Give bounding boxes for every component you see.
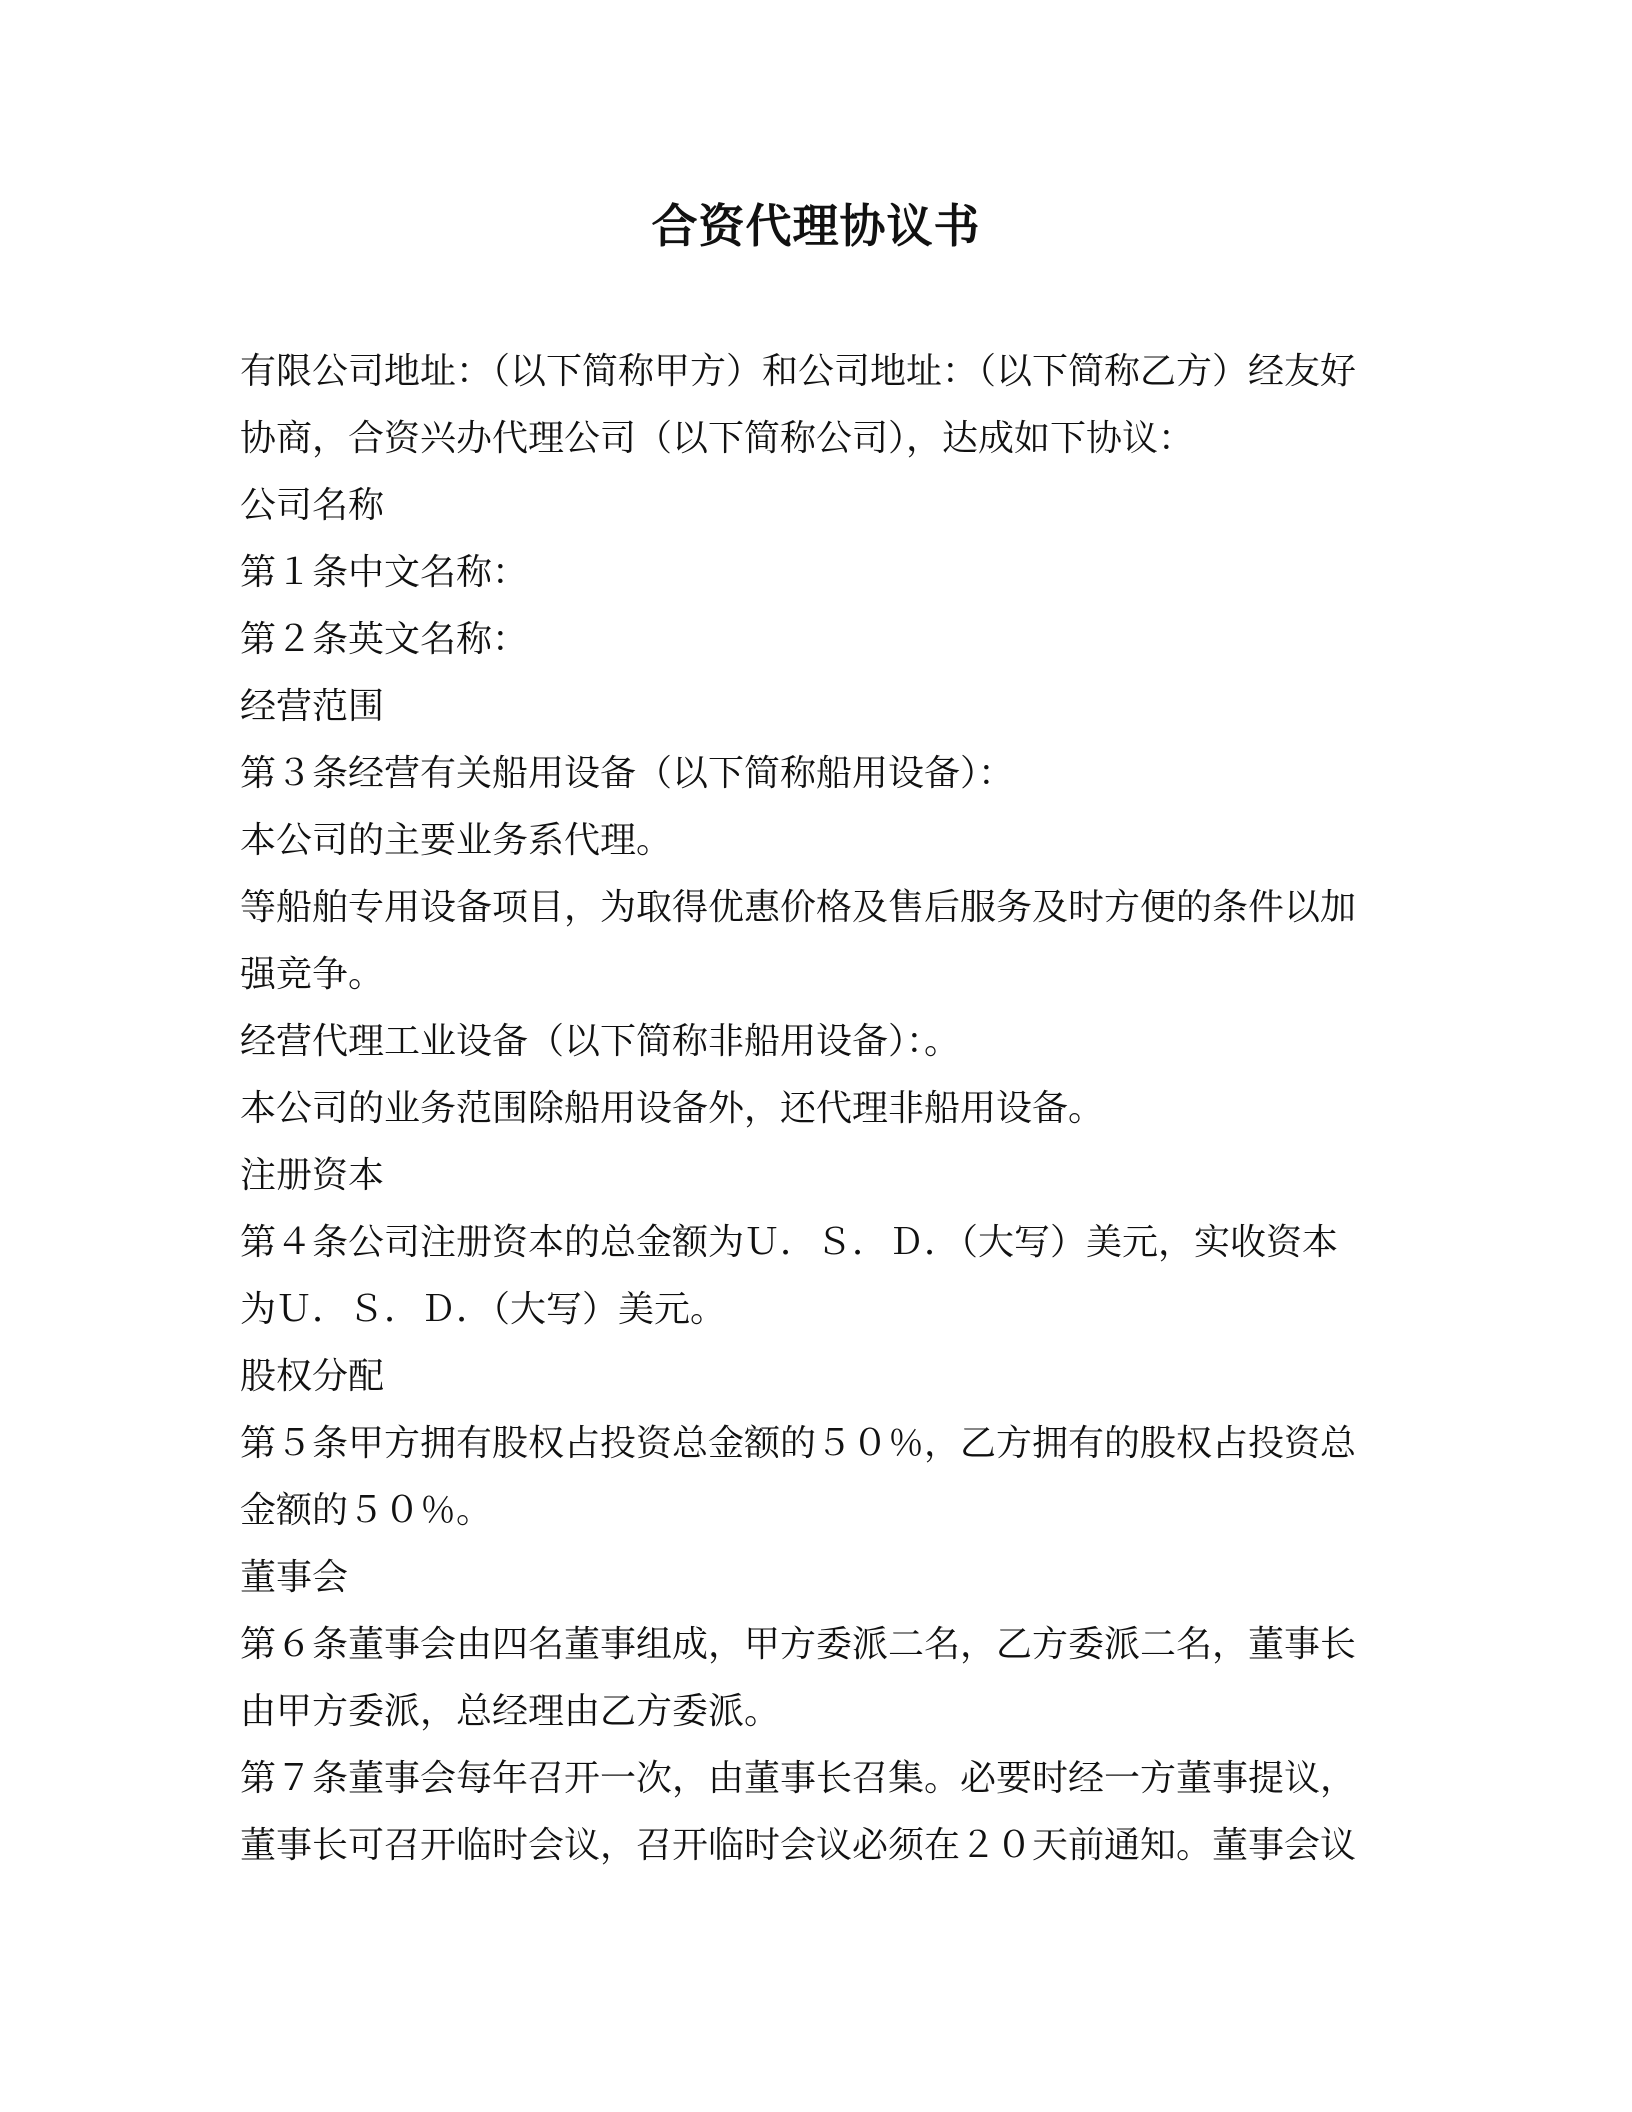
- text-line: 为Ｕ．Ｓ．Ｄ．（大写）美元。: [240, 1289, 727, 1330]
- text-line: 强竞争。: [240, 954, 385, 995]
- text-line: 经营代理工业设备（以下简称非船用设备）：。: [240, 1021, 961, 1062]
- section-heading-equity-distribution: 股权分配: [240, 1356, 385, 1397]
- section-heading-company-name: 公司名称: [240, 485, 385, 526]
- article-2: 第２条英文名称：: [240, 619, 529, 660]
- article-5: 第５条甲方拥有股权占投资总金额的５０％，乙方拥有的股权占投资总: [240, 1423, 1357, 1464]
- text-line: 等船舶专用设备项目，为取得优惠价格及售后服务及时方便的条件以加: [240, 887, 1357, 928]
- text-line: 本公司的主要业务系代理。: [240, 820, 673, 861]
- text-line: 董事长可召开临时会议，召开临时会议必须在２０天前通知。董事会议: [240, 1825, 1357, 1866]
- text-line: 由甲方委派，总经理由乙方委派。: [240, 1691, 781, 1732]
- section-heading-registered-capital: 注册资本: [240, 1155, 385, 1196]
- document-body: [240, 338, 1396, 1879]
- text-line: 有限公司地址：（以下简称甲方）和公司地址：（以下简称乙方）经友好: [240, 351, 1357, 392]
- article-1: 第１条中文名称：: [240, 552, 529, 593]
- document-title: 合资代理协议书: [651, 199, 981, 253]
- text-line: 金额的５０％。: [240, 1490, 493, 1531]
- section-heading-business-scope: 经营范围: [240, 686, 385, 727]
- text-line: 协商，合资兴办代理公司（以下简称公司），达成如下协议：: [240, 418, 1195, 459]
- section-heading-board: 董事会: [240, 1557, 349, 1598]
- article-6: 第６条董事会由四名董事组成，甲方委派二名，乙方委派二名，董事长: [240, 1624, 1357, 1665]
- article-7: 第７条董事会每年召开一次，由董事长召集。必要时经一方董事提议，: [240, 1758, 1357, 1799]
- article-4: 第４条公司注册资本的总金额为Ｕ．Ｓ．Ｄ．（大写）美元，实收资本: [240, 1222, 1339, 1263]
- article-3: 第３条经营有关船用设备（以下简称船用设备）：: [240, 753, 1015, 794]
- text-line: 本公司的业务范围除船用设备外，还代理非船用设备。: [240, 1088, 1105, 1129]
